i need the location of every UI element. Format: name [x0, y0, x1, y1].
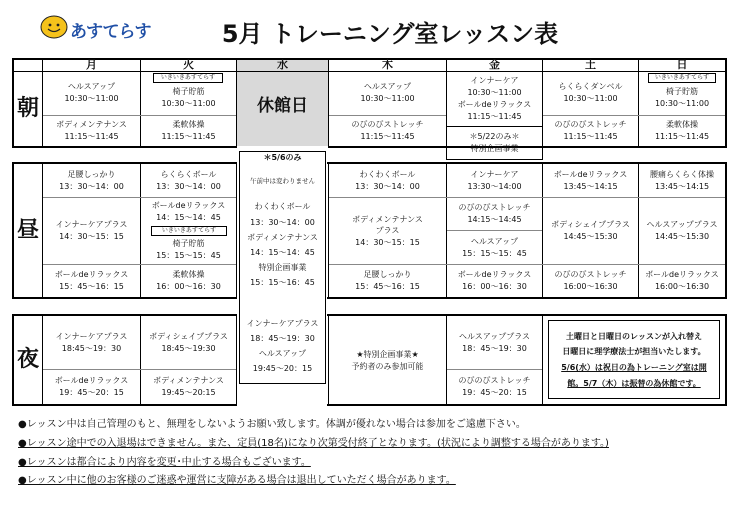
day-header-thu: 木: [382, 59, 393, 71]
period-label-evening: 夜: [16, 347, 39, 373]
lesson-sat-noon-3: のびのびストレッチ 16:00～16:30: [554, 270, 627, 291]
lesson-mon-morning-2: ボディメンテナンス 11:15～11:45: [56, 120, 127, 141]
lesson-tue-noon-2: ボールdeリラックス 14：15～14：45: [151, 201, 226, 222]
lesson-tue-morning-2: 柔軟体操 11:15～11:45: [161, 120, 216, 141]
lesson-fri-noon-4: ボールdeリラックス 16：00～16：30: [457, 270, 532, 291]
lesson-mon-evening-2: ボールdeリラックス 19：45～20：15: [54, 376, 129, 397]
logo-text: あすてらす: [70, 22, 151, 42]
wed-notice-title: ＊5/6のみ: [263, 153, 302, 163]
ikiiki-tag: いきいきあすてらす: [153, 73, 223, 83]
wed-notice-lessons-evening: インナーケアプラス 18：45～19：30 ヘルスアップ 19:45～20：15: [246, 318, 319, 374]
day-header-mon: 月: [86, 59, 97, 71]
note-1: ●レッスン中は自己管理のもと、無理をしないようお願い致します。体調が優れない場合は参加をご遠慮下さい。: [18, 419, 526, 430]
lesson-fri-morning: インナーケア 10:30～11:00 ボールdeリラックス 11:15～11:45: [457, 76, 532, 121]
lesson-mon-noon-1: 足腰しっかり 13：30～14：00: [59, 170, 124, 191]
lesson-mon-morning-1: ヘルスアップ 10:30～11:00: [64, 82, 119, 103]
day-header-fri: 金: [489, 59, 500, 71]
wed-notice-lessons-noon: わくわくボール 13：30～14：00 ボディメンテナンス 14：15～14：45 特別企画事業 15：15～16：45: [247, 202, 318, 288]
lesson-tue-evening-1: ボディシェイププラス 18:45～19:30: [149, 332, 228, 353]
lesson-thu-noon-3: 足腰しっかり 15：45～16：15: [355, 270, 420, 291]
day-header-tue: 火: [183, 59, 194, 71]
period-label-morning: 朝: [16, 96, 39, 122]
lesson-sun-morning-2: 柔軟体操 11:15～11:45: [654, 120, 710, 141]
lesson-sat-noon-2: ボディシェイププラス 14:45～15:30: [551, 220, 630, 241]
wed-closed-label: 休館日: [257, 95, 308, 116]
fri-special-event: ＊5/22のみ＊ 特別企画事業: [469, 132, 520, 153]
day-header-sun: 日: [676, 59, 688, 71]
day-header-wed: 水: [277, 59, 288, 71]
lesson-fri-noon-1: インナーケア 13:30～14:00: [467, 170, 522, 191]
day-header-sat: 土: [585, 59, 596, 71]
lesson-mon-noon-3: ボールdeリラックス 15：45～16：15: [54, 270, 129, 291]
lesson-sat-morning-1: らくらくダンベル 10:30～11:00: [558, 82, 623, 103]
lesson-sun-noon-1: 腰痛らくらく体操 13:45～14:15: [650, 170, 714, 191]
lesson-fri-evening-1: ヘルスアッププラス 18：45～19：30: [459, 332, 530, 353]
lesson-sun-morning-1: 椅子貯筋 10:30～11:00: [654, 87, 710, 108]
lesson-sun-noon-3: ボールdeリラックス 16:00～16:30: [645, 270, 719, 291]
lesson-thu-morning-1: ヘルスアップ 10:30～11:00: [360, 82, 415, 103]
lesson-thu-morning-2: のびのびストレッチ 11:15～11:45: [351, 120, 424, 141]
lesson-tue-noon-1: らくらくボール 13：30～14：00: [156, 170, 221, 191]
lesson-tue-morning-1: 椅子貯筋 10:30～11:00: [161, 87, 216, 108]
lesson-mon-noon-2: インナーケアプラス 14：30～15：15: [55, 220, 128, 241]
lesson-sat-noon-1: ボールdeリラックス 13:45～14:15: [553, 170, 628, 191]
thu-evening-special-event: ★特別企画事業★ 予約者のみ参加可能: [351, 349, 424, 371]
lesson-thu-noon-1: わくわくボール 13：30～14：00: [355, 170, 420, 191]
lesson-sat-morning-2: のびのびストレッチ 11:15～11:45: [554, 120, 627, 141]
lesson-tue-noon-3: 椅子貯筋 15：15～15：45: [156, 238, 221, 260]
note-4: ●レッスン中に他のお客様のご迷惑や運営に支障がある場合は退出していただく場合があります。: [18, 475, 456, 486]
lesson-sun-noon-2: ヘルスアッププラス 14:45～15:30: [646, 220, 718, 241]
period-label-noon: 昼: [16, 217, 39, 243]
lesson-tue-evening-2: ボディメンテナンス 19:45～20:15: [153, 376, 224, 397]
note-3: ●レッスンは都合により内容を変更･中止する場合もございます。: [18, 457, 311, 468]
ikiiki-tag: いきいきあすてらす: [648, 73, 716, 83]
ikiiki-tag: いきいきあすてらす: [151, 226, 227, 236]
note-2: ●レッスン途中での入退場はできません。また、定員(18名)になり次第受付終了となります。(状況により調整する場合があります。): [18, 438, 609, 449]
lesson-mon-evening-1: インナーケアプラス 18:45～19：30: [55, 332, 128, 353]
lesson-thu-noon-2: ボディメンテナンス プラス 14：30～15：15: [352, 214, 423, 247]
smiley-logo-icon: [40, 15, 68, 39]
lesson-fri-noon-2: のびのびストレッチ 14:15～14:45: [458, 203, 531, 224]
lesson-fri-noon-3: ヘルスアップ 15：15～15：45: [462, 236, 527, 258]
page-title: 5月 トレーニング室レッスン表: [221, 20, 559, 48]
lesson-fri-evening-2: のびのびストレッチ 19：45～20：15: [458, 376, 531, 397]
logo: [40, 6, 170, 46]
lesson-tue-noon-4: 柔軟体操 16：00～16：30: [156, 270, 221, 291]
schedule-change-text: 土曜日と日曜日のレッスンが入れ替え 日曜日に理学療法士が担当いたします。 5/6(水）は祝日の為トレーニング室は開 館。5/7（木）は振替の為休館です。: [561, 331, 707, 388]
wed-notice-subtitle: 午前中は変わりません: [250, 177, 315, 186]
